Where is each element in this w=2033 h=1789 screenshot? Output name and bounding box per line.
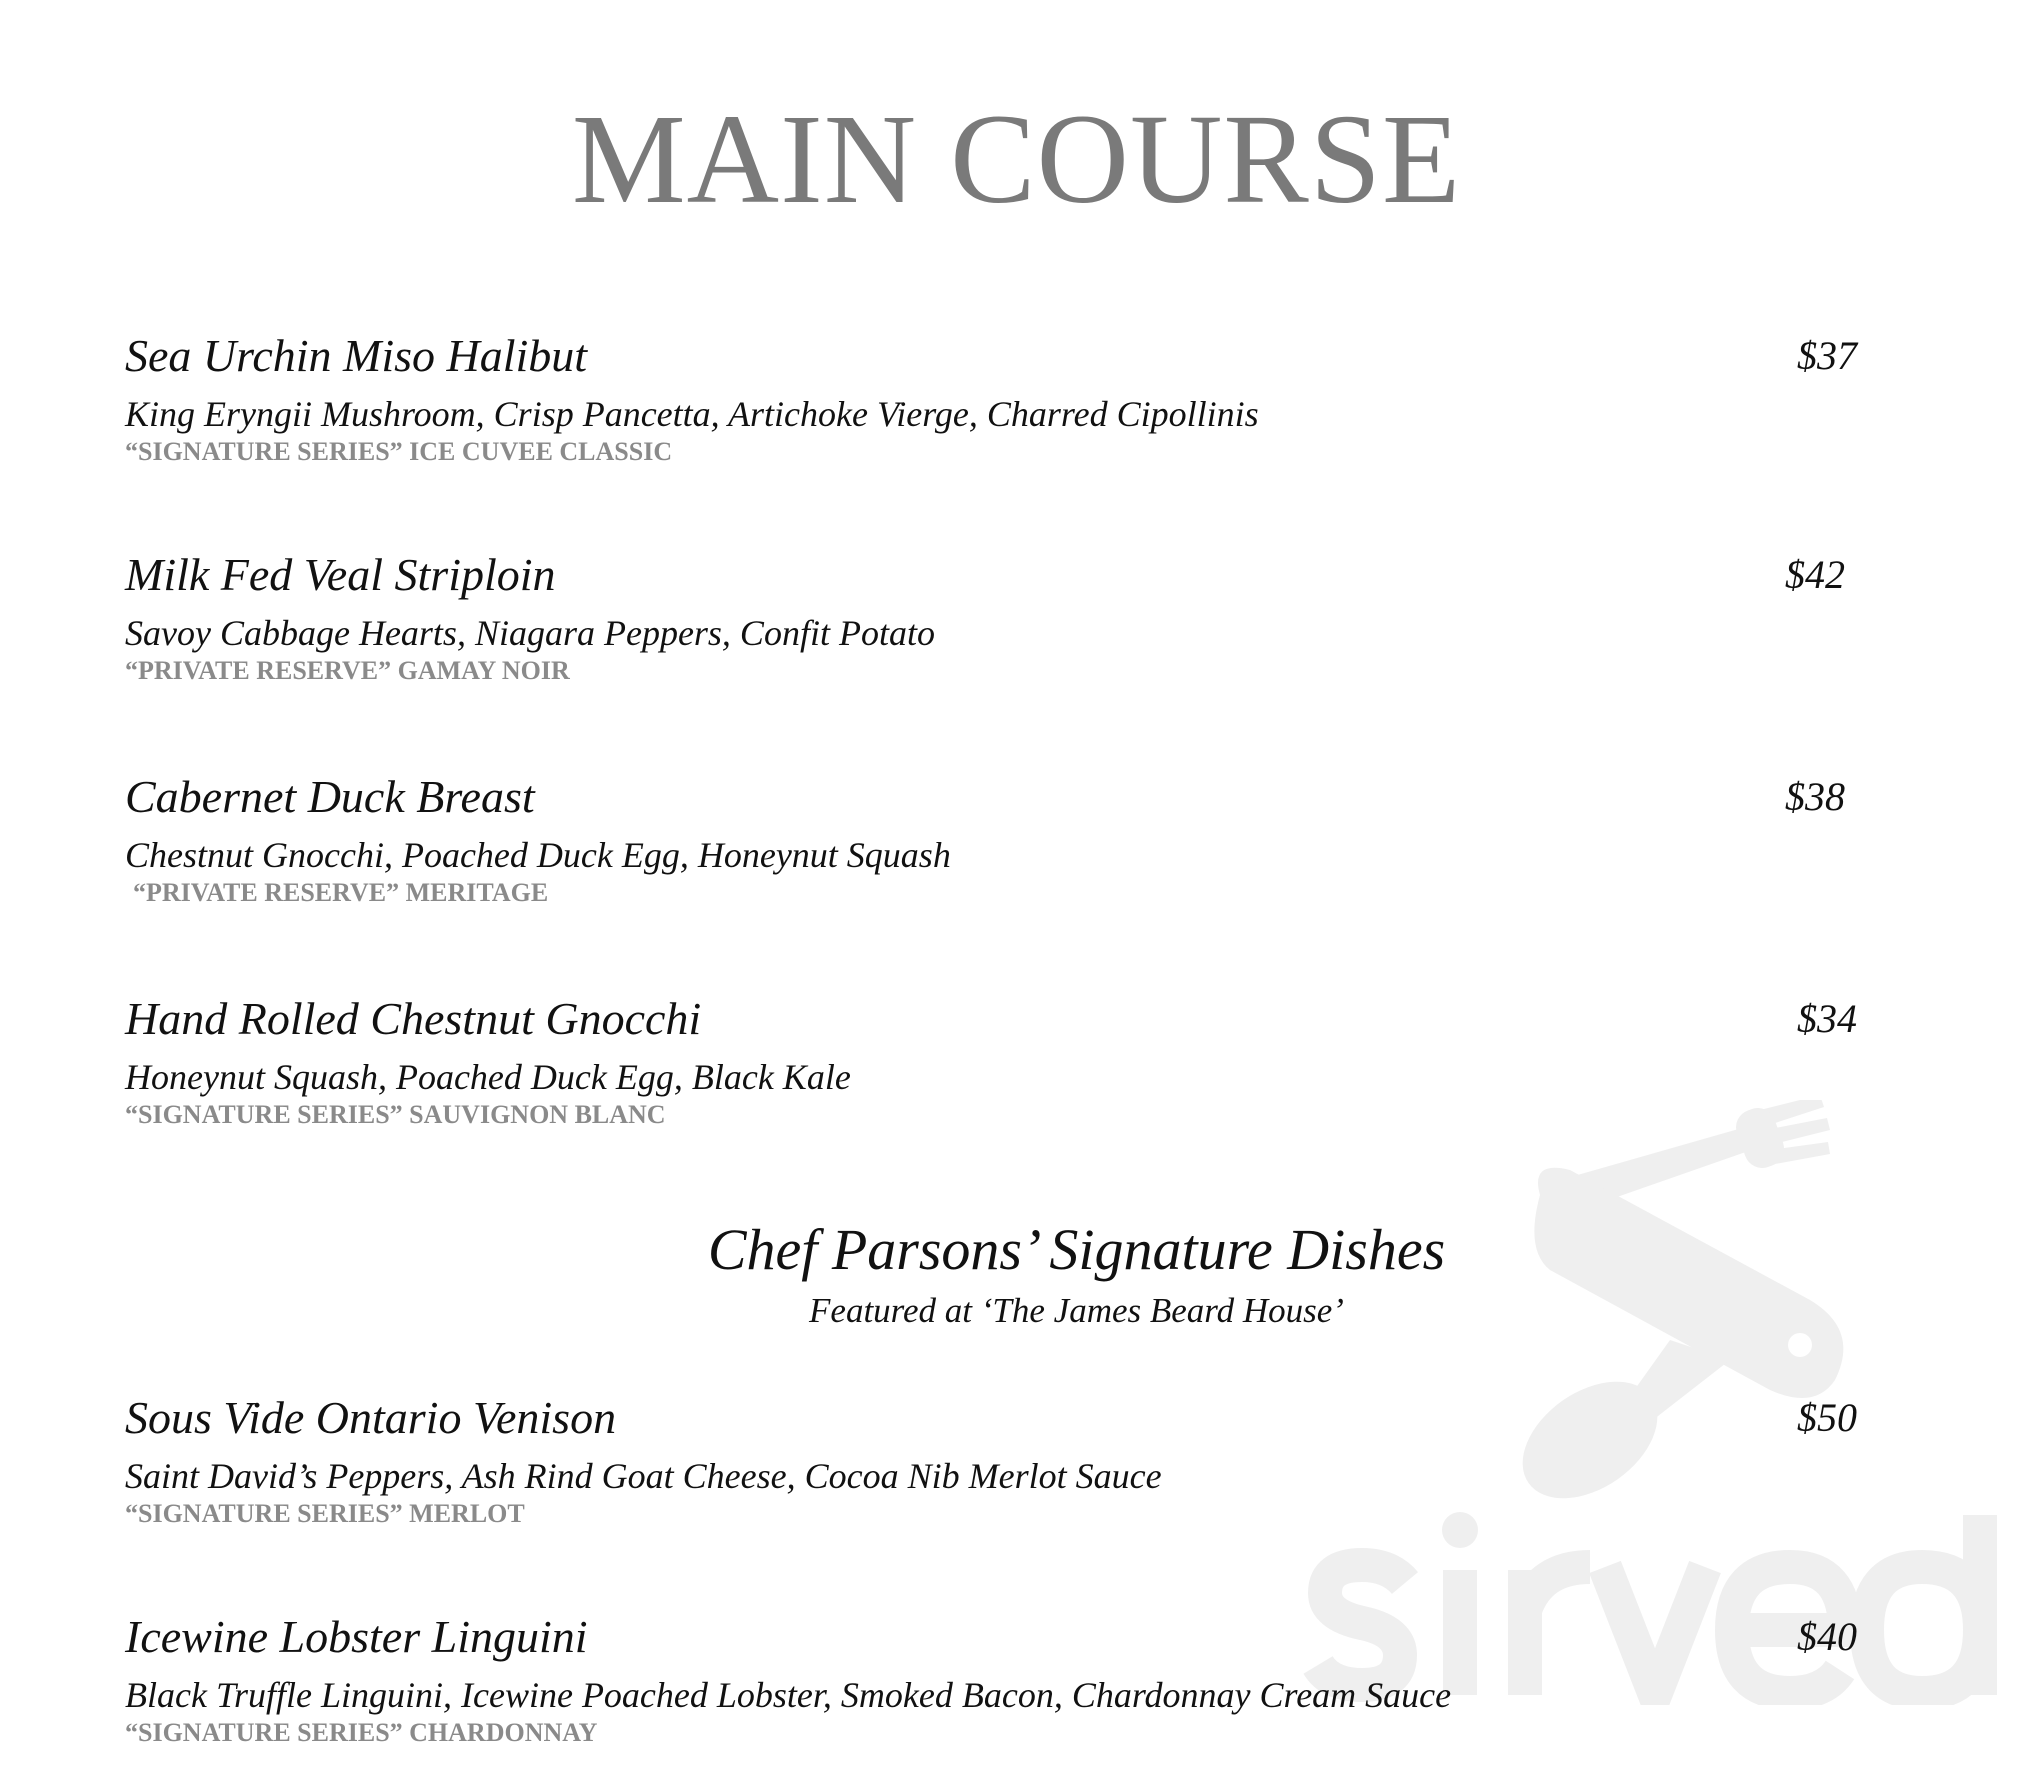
menu-item xyxy=(125,769,1865,909)
item-description: Chestnut Gnocchi, Poached Duck Egg, Honeynut Squash xyxy=(125,835,951,875)
menu-item xyxy=(125,547,1865,687)
item-wine-pairing: “SIGNATURE SERIES” CHARDONNAY xyxy=(125,1718,598,1747)
item-price: $34 xyxy=(1797,996,1857,1041)
item-wine-pairing: “SIGNATURE SERIES” MERLOT xyxy=(125,1499,525,1528)
item-name: Icewine Lobster Linguini xyxy=(125,1611,588,1662)
item-price: $42 xyxy=(1785,552,1845,597)
item-wine-pairing: “PRIVATE RESERVE” GAMAY NOIR xyxy=(125,656,570,685)
item-price: $37 xyxy=(1797,333,1857,378)
item-description: Saint David’s Peppers, Ash Rind Goat Cheese, Cocoa Nib Merlot Sauce xyxy=(125,1456,1162,1496)
item-name: Sea Urchin Miso Halibut xyxy=(125,330,588,381)
signature-title: Chef Parsons’ Signature Dishes xyxy=(707,1217,1446,1282)
item-price: $40 xyxy=(1797,1614,1857,1659)
item-description: King Eryngii Mushroom, Crisp Pancetta, Artichoke Vierge, Charred Cipollinis xyxy=(125,394,1259,434)
item-description: Honeynut Squash, Poached Duck Egg, Black Kale xyxy=(125,1057,851,1097)
item-description: Black Truffle Linguini, Icewine Poached Lobster, Smoked Bacon, Chardonnay Cream Sauce xyxy=(125,1675,1452,1715)
item-price: $50 xyxy=(1797,1395,1857,1440)
menu-item xyxy=(125,1390,1865,1530)
page-title: MAIN COURSE xyxy=(571,88,1462,230)
item-wine-pairing: “SIGNATURE SERIES” SAUVIGNON BLANC xyxy=(125,1100,666,1129)
menu-item xyxy=(125,328,1865,468)
signature-subtitle: Featured at ‘The James Beard House’ xyxy=(809,1291,1344,1330)
item-wine-pairing: “PRIVATE RESERVE” MERITAGE xyxy=(133,878,549,907)
menu-item xyxy=(125,991,1865,1131)
menu-item xyxy=(125,1609,1865,1749)
item-name: Milk Fed Veal Striploin xyxy=(125,549,556,600)
item-name: Cabernet Duck Breast xyxy=(125,771,535,822)
signature-dishes-header xyxy=(0,1215,2033,1333)
item-description: Savoy Cabbage Hearts, Niagara Peppers, Confit Potato xyxy=(125,613,935,653)
item-name: Hand Rolled Chestnut Gnocchi xyxy=(125,993,702,1044)
item-name: Sous Vide Ontario Venison xyxy=(125,1392,617,1443)
item-price: $38 xyxy=(1785,774,1845,819)
item-wine-pairing: “SIGNATURE SERIES” ICE CUVEE CLASSIC xyxy=(125,437,673,466)
